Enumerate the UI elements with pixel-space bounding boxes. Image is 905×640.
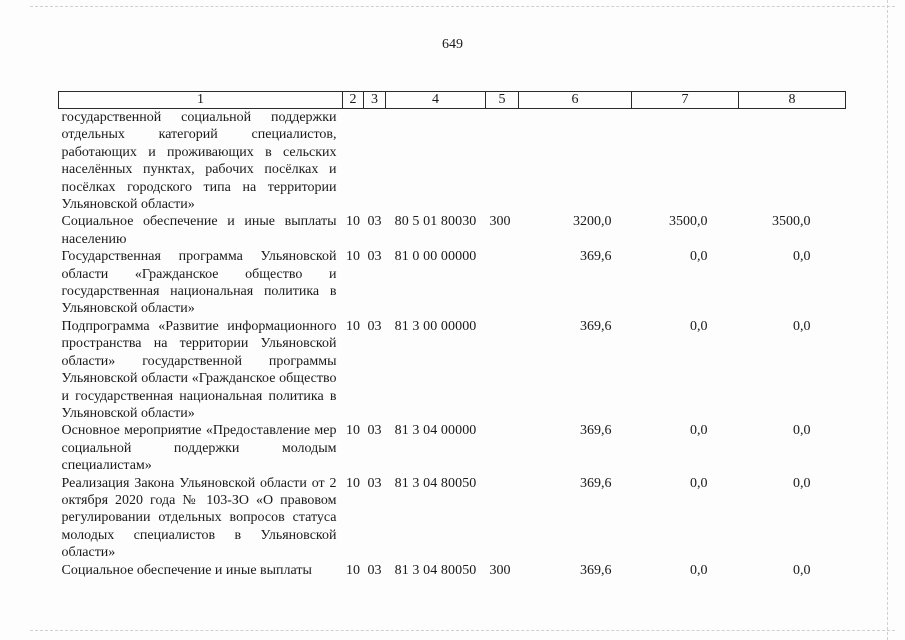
table-header [59, 92, 846, 109]
table-body [59, 109, 846, 579]
row-section: 10 [346, 475, 360, 491]
row-subsection [364, 109, 386, 214]
scan-edge-top [30, 6, 895, 8]
header-col-8: 8 [739, 92, 846, 109]
table-row [59, 318, 846, 422]
row-target-article: 81 0 00 00000 [394, 249, 477, 265]
scan-edge-bottom [30, 630, 895, 632]
row-amount-col7 [632, 109, 739, 214]
header-row [59, 92, 846, 109]
table-row [59, 109, 846, 214]
row-name: Социальное обеспечение и иные выплаты населению [61, 214, 337, 247]
row-section: 10 [346, 249, 360, 265]
row-section: 10 [346, 423, 360, 439]
row-amount-col6: 3200,0 [573, 214, 612, 230]
row-amount-col6: 369,6 [580, 423, 612, 439]
row-expense-type: 300 [489, 562, 511, 578]
header-col-5: 5 [486, 92, 519, 109]
row-expense-type [486, 318, 519, 422]
row-subsection: 03 [367, 214, 382, 230]
row-amount-col7: 0,0 [690, 249, 708, 265]
row-amount-col6: 369,6 [580, 475, 612, 491]
row-target-article: 81 3 04 80050 [394, 475, 477, 491]
row-section: 10 [346, 318, 360, 334]
row-name: Государственная программа Ульяновской области «Гражданское общество и государственная национальная политика в Ульяновской области» [61, 249, 337, 317]
row-amount-col8: 0,0 [793, 423, 811, 439]
row-amount-col8: 0,0 [793, 475, 811, 491]
row-subsection: 03 [367, 475, 382, 491]
row-expense-type [486, 422, 519, 474]
page-number: 649 [442, 37, 463, 52]
row-amount-col8 [739, 109, 846, 214]
scan-edge-right [887, 0, 889, 640]
row-subsection: 03 [367, 318, 382, 334]
table-row [59, 475, 846, 562]
row-amount-col8: 3500,0 [772, 214, 811, 230]
row-subsection: 03 [367, 423, 382, 439]
row-section: 10 [346, 562, 360, 578]
row-name: Социальное обеспечение и иные выплаты [61, 562, 312, 578]
row-amount-col7: 3500,0 [669, 214, 708, 230]
row-amount-col7: 0,0 [690, 475, 708, 491]
row-amount-col7: 0,0 [690, 562, 708, 578]
row-name: Основное мероприятие «Предоставление мер социальной поддержки молодым специалистам» [61, 423, 337, 474]
header-col-2: 2 [343, 92, 364, 109]
row-subsection: 03 [367, 249, 382, 265]
row-amount-col6: 369,6 [580, 249, 612, 265]
row-section [343, 109, 364, 214]
row-name: Подпрограмма «Развитие информационного пространства на территории Ульяновской области» государственной программы Ульяновской области «Гражданское общество и государственная национальная политика в Ульяновской области» [61, 318, 337, 421]
row-target-article: 81 3 04 00000 [394, 423, 477, 439]
header-col-1: 1 [59, 92, 343, 109]
row-expense-type [486, 109, 519, 214]
header-col-3: 3 [364, 92, 386, 109]
row-subsection: 03 [367, 562, 382, 578]
row-name: Реализация Закона Ульяновской области от 2 октября 2020 года № 103-ЗО «О правовом регулировании отдельных вопросов статуса молодых специалистов в Ульяновской области» [61, 475, 337, 561]
row-expense-type [486, 475, 519, 562]
row-amount-col6 [519, 109, 632, 214]
row-expense-type: 300 [489, 214, 511, 230]
row-amount-col8: 0,0 [793, 249, 811, 265]
budget-table [58, 91, 846, 579]
table-row [59, 422, 846, 474]
row-amount-col8: 0,0 [793, 562, 811, 578]
row-target-article: 80 5 01 80030 [394, 214, 477, 230]
row-section: 10 [346, 214, 360, 230]
table-row [59, 213, 846, 248]
row-amount-col6: 369,6 [580, 318, 612, 334]
row-amount-col8: 0,0 [793, 318, 811, 334]
header-col-6: 6 [519, 92, 632, 109]
row-amount-col7: 0,0 [690, 423, 708, 439]
header-col-4: 4 [386, 92, 486, 109]
row-name: государственной социальной поддержки отдельных категорий специалистов, работающих и проживающих в сельских населённых пунктах, рабочих посёлках и посёлках городского типа на территории Ульяновской области» [61, 110, 337, 213]
header-col-7: 7 [632, 92, 739, 109]
row-target-article: 81 3 00 00000 [394, 318, 477, 334]
row-target-article [386, 109, 486, 214]
table-row [59, 562, 846, 579]
row-target-article: 81 3 04 80050 [394, 562, 477, 578]
table-row [59, 248, 846, 318]
row-amount-col7: 0,0 [690, 318, 708, 334]
row-amount-col6: 369,6 [580, 562, 612, 578]
row-expense-type [486, 248, 519, 318]
